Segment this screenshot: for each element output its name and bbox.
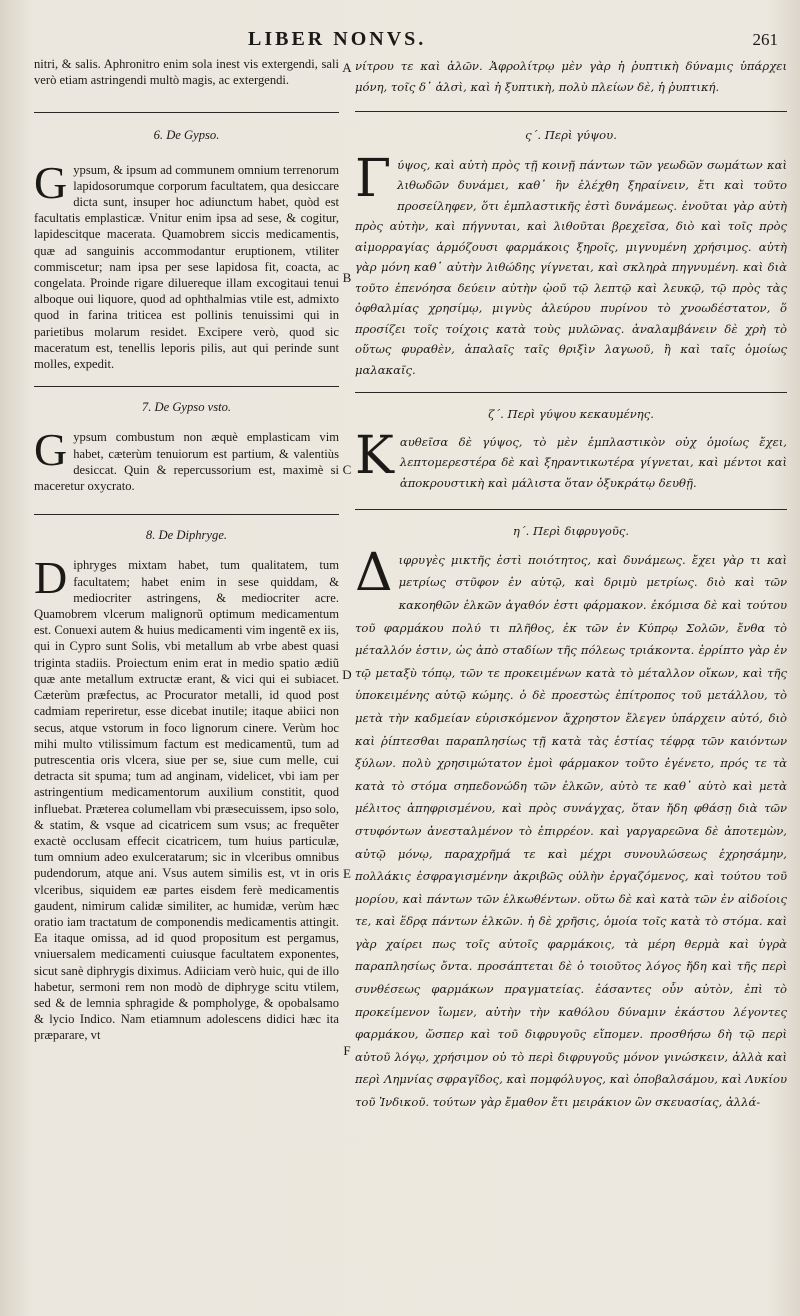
greek-section-diphryges bbox=[355, 542, 787, 1114]
greek-heading-burnt-gypsum: ζ΄. Περὶ γύψου κεκαυμένης. bbox=[488, 407, 654, 422]
latin-heading-gypsum: 6. De Gypso. bbox=[153, 128, 220, 143]
drop-cap: Κ bbox=[355, 425, 394, 486]
greek-intro: νίτρου τε καὶ ἁλῶν. Ἀφρολίτρῳ μὲν γὰρ ἡ ῥυπτικὴ δύναμις ὑπάρχει μόνη, τοῖς δ᾽ ἁλσὶ, καὶ ἡ ξυπτικὴ, πολὺ πλείων δὲ, ἡ ῥυπτική. bbox=[355, 59, 787, 94]
section-divider bbox=[355, 392, 787, 393]
running-title: LIBER NONVS. bbox=[248, 28, 427, 50]
latin-section-gypsum bbox=[34, 156, 339, 373]
latin-section-burnt-gypsum bbox=[34, 424, 339, 494]
latin-heading-burnt-gypsum: 7. De Gypso vsto. bbox=[141, 400, 232, 415]
section-divider bbox=[34, 514, 339, 515]
drop-cap: Δ bbox=[355, 542, 393, 603]
running-head bbox=[0, 28, 800, 52]
margin-marker-e: E bbox=[343, 866, 351, 881]
greek-section-gypsum bbox=[355, 148, 787, 381]
greek-column bbox=[355, 56, 787, 1114]
latin-text-burnt-gypsum: ypsum combustum non æquè emplasticam vim habet, cæterùm tenuiorum est partium, & valentiùs desiccat. Quin & repercussorium est, maximè si maceretur oxycrato. bbox=[34, 430, 339, 494]
page-number: 261 bbox=[752, 30, 778, 49]
drop-cap: D bbox=[34, 552, 68, 604]
latin-text-diphryges: iphryges mixtam habet, tum qualitatem, tum facultatem; habet enim in sese quiddam, & mediocriter astringens, & mediocriter acre. Quamobrem vlcerum malignorũ optimum medicamentum est. Conuexi autem & huius medicamenti vim ingentẽ ex iis, qui in Cypro sunt Solis, vbi metallum ab vrbe abest quasi triginta stadiis. Proiectum enim erat in medio spatio ædiũ quæ ante metallum extructæ erant, & vici qui ei subiacet. Cæterùm præfectus, ac Procurator metalli, id quod post cadmiam reperiretur, esse dicebat inutile; itaque abiici non secus, atque vstorum in foco lignorum cinere. Verùm hoc mihi multo vtilissimum factum est medicamentũ, tum ad putrescentia oris vlcera, siue per se, siue cum melle, cui detracta sit spuma; tum ad anginam, videlicet, vbi iam per astringentium medicamentorum auxilium constitit, quod influebat. Præterea columellam vbi præsecuissem, ipso solo, & statim, & vsque ad cicatricem sum vsus; ac frequẽter exactè occlusam effecit cicatricem, tum huius particulæ, tum omnium adeo exulceratarum; sic in vlceribus omnibus pudendorum, atque ani. Vsus autem similis est, vt in oris vlceribus, siquidem eæ partes eisdem ferè medicamentis gaudent, nimirum calidæ similiter, ac humidæ, verùm hæc oratio iam tractatum de componendis medicamentis attingit. Ea itaque omissa, ad id quod propositum est pergamus, vniuersalem medicamenti cuiusque facultatem exponentes, sicut sanè diphrygis diximus. Adiiciam verò huic, qui de illo habetur, sermoni rem non modò de diphryge scitu vtilem, sed & de lemnia sphragide & pompholyge, & opobalsamo & lycio Indico. Nam etiamnum adolescens didici hæc ita præparare, vt bbox=[34, 558, 339, 1043]
latin-intro: nitri, & salis. Aphronitro enim sola inest vis extergendi, sali verò etiam astringendi multò magis, ac extergendi. bbox=[34, 57, 339, 88]
drop-cap: G bbox=[34, 156, 68, 208]
greek-text-diphryges: ιφρυγὲς μικτῆς ἐστὶ ποιότητος, καὶ δυνάμεως. ἔχει γὰρ τι καὶ μετρίως στῦφον ἐν αὑτῷ, καὶ δριμὺ μετρίως. διὸ καὶ τῶν κακοηθῶν ἑλκῶν ἀγαθόν ἐστι φάρμακον. ἐκόμισα δὲ καὶ τούτου τοῦ φαρμάκου πολύ τι πλῆθος, ἐκ τῶν ἐν Κύπρῳ Σολῶν, ἔνθα τὸ μέταλλόν ἐστιν, ὡς ἀπὸ σταδίων τῆς πόλεως τριάκοντα. ἐρρίπτο γὰρ ἐν τῷ μεταξὺ τόπῳ, τῶν τε προκειμένων κατὰ τὸ μέταλλον οἴκων, καὶ τῆς ὑποκειμένης αὐτῷ κώμης. ὁ δὲ προεστὼς ἐπίτροπος τοῦ μετάλλου, τὸ μετὰ τὴν καδμείαν εὑρισκόμενον ἄχρηστον ἔλεγεν ὑπάρχειν αὐτό, διὸ καὶ ῥίπτεσθαι παραπλησίως τῇ κατὰ τὰς ἑστίας τέφρᾳ τῶν καιόντων ξύλων. πολὺ χρησιμώτατον ἐμοὶ φάρμακον τοῦτο ἐγένετο, πρός τε τὰ κατὰ τὸ στόμα σηπεδονώδη τῶν ἑλκῶν, αὐτὸ τε καθ᾽ αὑτὸ καὶ μετὰ μέλιτος ἀπηφρισμένου, καὶ πρὸς συνάγχας, ὅταν ἤδη φθάσῃ διὰ τῶν στυφόντων ἀνεσταλμένον τὸ ἐπιρρέον. καὶ γαργαρεῶνα δὲ ἀποτεμὼν, αὐτῷ μόνῳ, παραχρῆμά τε καὶ μέχρι συνουλώσεως ἐχρησάμην, πολλάκις ἐσφραγισμένην ἀκριβῶς οὐλὴν ἐργαζόμενος, καὶ τούτου τοῦ μορίου, καὶ πάντων τῶν ἑλκωθέντων. οὕτω δὲ καὶ κατὰ τῶν ἐν αἰδοίοις τε, καὶ ἕδρᾳ πάντων ἑλκῶν. ἡ δὲ χρῆσις, ὁμοία τοῖς κατὰ τὸ στόμα. καὶ γὰρ χαίρει πως τοῖς αὐτοῖς φαρμάκοις, τὰ μέρη θερμὰ καὶ ὑγρὰ παραπλησίως ὄντα. προσάπτεται δὲ ὁ τοιοῦτος λόγος ἤδη καὶ τῆς περὶ συνθέσεως φαρμάκων πραγματείας. ἐάσαντες οὖν αὐτὸν, ἐπὶ τὸ προκείμενον ἴωμεν, αὐτὴν τὴν καθόλου δύναμιν ἑκάστου λέγοντες φαρμάκου, ὥσπερ καὶ τοῦ διφρυγοῦς εἴπομεν. προσθήσω δὴ τῷ περὶ αὐτοῦ λόγῳ, χρήσιμον οὐ τὸ περὶ διφρυγοῦς μόνον γινώσκειν, ἀλλὰ καὶ περὶ Λημνίας σφραγῖδος, καὶ πομφόλυγος, καὶ ὀποβαλσάμου, καὶ Λυκίου τοῦ Ἰνδικοῦ. τούτων γὰρ ἔμαθον ἔτι μειράκιον ὢν σκευασίας, ἀλλά- bbox=[355, 552, 787, 1110]
section-divider bbox=[355, 509, 787, 510]
margin-marker-c: C bbox=[342, 462, 352, 477]
latin-text-gypsum: ypsum, & ipsum ad communem omnium terrenorum lapidosorumque corporum facultatem, qua desiccare dicta sunt, insuper hoc adiunctum habet, quòd est facultatis emplasticæ. Vnitur enim ipsa ad sese, & cogitur, lapidescitque macerata. Quamobrem siccis medicamentis, quæ ad sanguinis accommodantur eruptionem, vtiliter commiscetur; nam ipsa per sese lapidosa fit, coacta, ac congelata. Proinde rigare diluereque illam excogitaui tenui alboque oui liquore, quod ad ophthalmias vtile est, admixto quod in farina triticea est pollinis tenuissimi qui in parietibus molarum residet. Excipere verò, quod sic maceratum est, tenellis leporis pilis, aut qui perinde sunt molles, expedit. bbox=[34, 162, 339, 372]
margin-marker-f: F bbox=[343, 1043, 351, 1058]
greek-heading-gypsum: ς΄. Περὶ γύψου. bbox=[525, 128, 617, 142]
greek-section-burnt-gypsum bbox=[355, 425, 787, 494]
drop-cap: Γ bbox=[355, 148, 392, 209]
greek-heading-diphryges: η΄. Περὶ διφρυγοῦς. bbox=[512, 524, 630, 539]
latin-heading-diphryges: 8. De Diphryge. bbox=[145, 528, 228, 543]
latin-section-diphryges bbox=[34, 552, 339, 1043]
drop-cap: G bbox=[34, 424, 68, 476]
section-divider bbox=[34, 112, 339, 113]
greek-text-gypsum: ύψος, καὶ αὐτὴ πρὸς τῇ κοινῇ πάντων τῶν γεωδῶν σωμάτων καὶ λιθωδῶν δυνάμει, καθ᾽ ἣν ἐλέχθη ξηραίνειν, ἔτι καὶ τοῦτο προσείληφεν, ὅτι ἐμπλαστικῆς ἐστὶ δυνάμεως. ἑνοῦται γὰρ αὐτὴ πρὸς αὐτὴν, καὶ πήγνυται, καὶ λιθοῦται βρεχεῖσα, διὸ καὶ τοῖς πρὸς αἱμορραγίας ἁρμόζουσι φαρμάκοις ξηροῖς, μιγνυμένη χρήσιμος. αὐτὴ γὰρ μόνη καθ᾽ αὑτὴν λιθώδης γίγνεται, καὶ σκληρὰ πηγνυμένη. καὶ διὰ τοῦτο ἐπενόησα δεύειν αὐτὴν ᾠοῦ τῷ λεπτῷ καὶ λευκῷ, τῷ πρὸς τὰς ὀφθαλμίας χρησίμῳ, μιγνὺς ἀλεύρου πυρίνου τὸ χνοωδέστατον, ὅ προσίζει τοῖς τοίχοις κατὰ τοὺς μυλῶνας. ἀναλαμβάνειν δὲ χρὴ τὸ οὕτως φυραθὲν, ἁπαλαῖς ταῖς θριξὶν λαγωοῦ, ἢ καὶ ταῖς ὁμοίως μαλακαῖς. bbox=[355, 157, 787, 377]
greek-text-burnt-gypsum: αυθεῖσα δὲ γύψος, τὸ μὲν ἐμπλαστικὸν οὐχ ὁμοίως ἔχει, λεπτομερεστέρα δὲ καὶ ξηραντικωτέρα γίγνεται, καὶ μέντοι καὶ ἀποκρουστικὴ καὶ μάλιστα ὅταν ὀξυκράτῳ δευθῇ. bbox=[399, 434, 787, 490]
margin-marker-b: B bbox=[342, 270, 352, 285]
section-divider bbox=[355, 111, 787, 112]
margin-marker-a: A bbox=[342, 60, 352, 75]
section-divider bbox=[34, 386, 339, 387]
margin-marker-d: D bbox=[342, 667, 352, 682]
latin-column bbox=[34, 56, 339, 1044]
